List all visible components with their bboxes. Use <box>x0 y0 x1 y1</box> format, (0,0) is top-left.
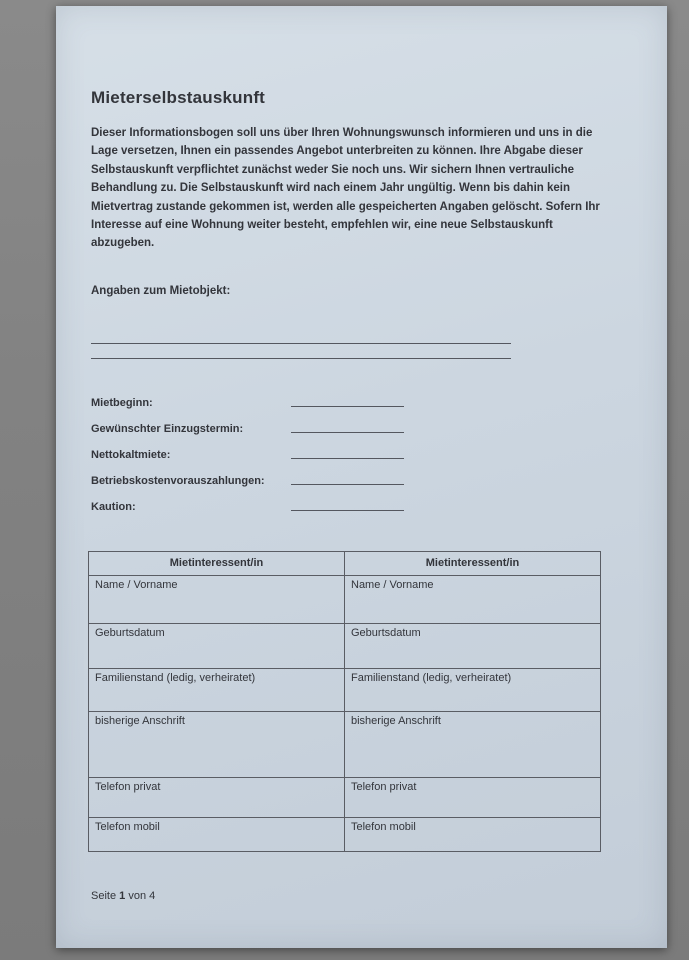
field-row-kaution <box>91 493 605 513</box>
table-cell: Telefon mobil <box>89 817 345 851</box>
table-header-row <box>89 551 601 575</box>
table-row <box>89 575 601 623</box>
table-row <box>89 817 601 851</box>
section-heading-mietobjekt: Angaben zum Mietobjekt: <box>91 284 231 297</box>
table-cell: bisherige Anschrift <box>345 711 601 777</box>
document-content <box>91 88 605 902</box>
field-list <box>91 389 605 513</box>
document-page <box>56 6 667 948</box>
fill-line <box>291 510 404 511</box>
fill-line <box>291 406 404 407</box>
table-cell: Familienstand (ledig, verheiratet) <box>345 668 601 711</box>
footer-page-number: 1 <box>119 889 126 902</box>
table-row <box>89 623 601 668</box>
applicants-table <box>88 551 601 852</box>
table-header-cell: Mietinteressent/in <box>89 551 345 575</box>
table-cell: Telefon privat <box>345 777 601 817</box>
intro-paragraph: Dieser Informationsbogen soll uns über Ihren Wohnungswunsch informieren und uns in die Lage versetzen, Ihnen ein passendes Angebot unterbreiten zu können. Ihre Abgabe dieser Selbstauskunft verpflichtet zunächst weder Sie noch uns. Wir sichern Ihnen vertrauliche Behandlung zu. Die Selbstauskunft wird nach einem Jahr ungültig. Wenn bis dahin kein Mietvertrag zustande gekommen ist, werden alle gespeicherten Angaben gelöscht. Sofern Ihr Interesse auf eine Wohnung weiter besteht, empfehlen wir, eine neue Selbstauskunft abzugeben. <box>91 127 600 250</box>
table-cell: Telefon privat <box>89 777 345 817</box>
fill-line <box>291 432 404 433</box>
field-label: Gewünschter Einzugstermin: <box>91 422 244 435</box>
fill-line <box>291 458 404 459</box>
footer-prefix: Seite <box>91 889 120 902</box>
field-row-betriebskosten <box>91 467 605 487</box>
mietobjekt-blank-lines <box>91 343 511 359</box>
page-title: Mieterselbstauskunft <box>91 88 266 107</box>
field-row-nettokaltmiete <box>91 441 605 461</box>
fill-line <box>91 358 511 359</box>
field-label: Mietbeginn: <box>91 396 153 409</box>
table-header-cell: Mietinteressent/in <box>345 551 601 575</box>
footer-suffix: von 4 <box>125 889 156 902</box>
field-row-mietbeginn <box>91 389 605 409</box>
field-label: Betriebskostenvorauszahlungen: <box>91 474 265 487</box>
table-cell: Geburtsdatum <box>89 623 345 668</box>
table-row <box>89 777 601 817</box>
table-cell: Name / Vorname <box>345 575 601 623</box>
fill-line <box>291 484 404 485</box>
fill-line <box>91 343 511 344</box>
table-cell: Geburtsdatum <box>345 623 601 668</box>
page-footer <box>91 890 605 902</box>
table-row <box>89 668 601 711</box>
table-row <box>89 711 601 777</box>
field-row-einzugstermin <box>91 415 605 435</box>
table-cell: Telefon mobil <box>345 817 601 851</box>
table-cell: bisherige Anschrift <box>89 711 345 777</box>
table-cell: Name / Vorname <box>89 575 345 623</box>
field-label: Nettokaltmiete: <box>91 448 171 461</box>
table-cell: Familienstand (ledig, verheiratet) <box>89 668 345 711</box>
field-label: Kaution: <box>91 500 136 513</box>
